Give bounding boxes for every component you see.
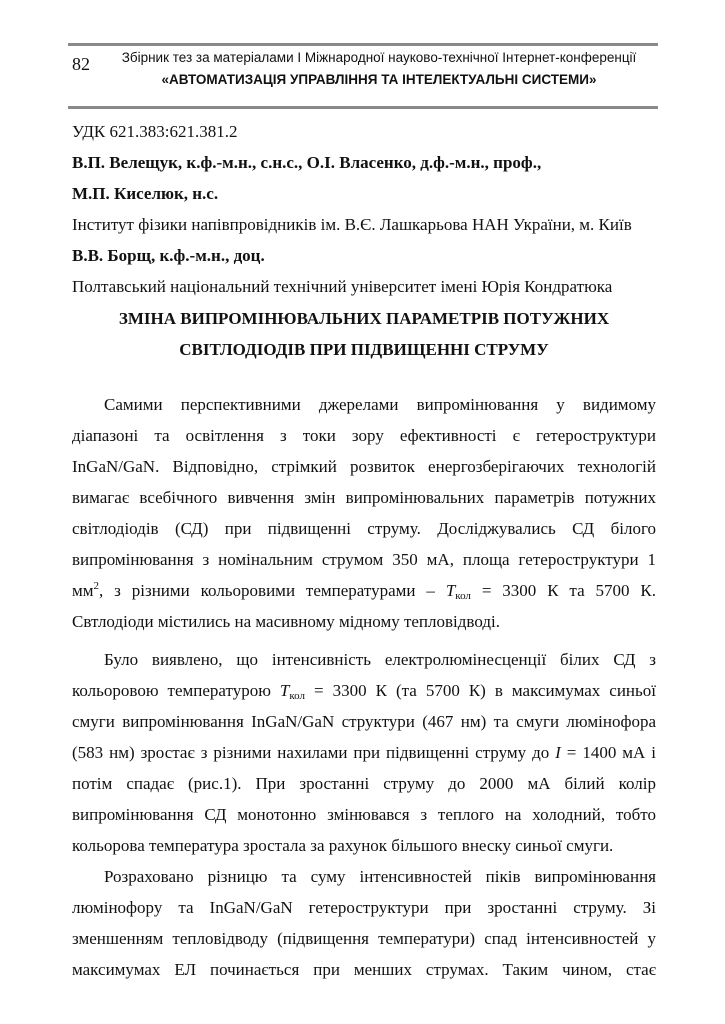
paragraph-2-line (72, 836, 656, 856)
title-line-1: ЗМІНА ВИПРОМІНЮВАЛЬНИХ ПАРАМЕТРІВ ПОТУЖНИХ (118, 309, 610, 328)
paragraph-2-line (72, 743, 656, 763)
text-segment: максимумах ЕЛ починається при менших струмах. Таким чином, стає (72, 960, 656, 979)
paragraph-2-line (72, 681, 656, 701)
paragraph-1-line (72, 581, 656, 601)
paragraph-2-line (72, 805, 656, 825)
paragraph-2-line (72, 712, 656, 732)
paragraph-1-line (72, 550, 656, 570)
text-segment: Самими перспективними джерелами випромінювання у видимому (104, 395, 656, 414)
text-segment: мм (72, 581, 94, 600)
udk: УДК 621.383:621.381.2 (72, 122, 238, 141)
text-segment: Розраховано різницю та суму інтенсивностей піків випромінювання (104, 867, 656, 886)
text-segment: = 3300 К (та 5700 К) в максимумах синьої (305, 681, 656, 700)
text-segment: люмінофору та InGaN/GaN гетероструктури при зростанні струму. Зі (72, 898, 656, 917)
paragraph-2-line (72, 774, 656, 794)
text-segment: випромінювання з номінальним струмом 350 мА, площа гетероструктури 1 (72, 550, 656, 569)
paragraph-2-line (104, 650, 656, 670)
text-segment: кольорова температура зростала за рахунок більшого внеску синьої смуги. (72, 836, 614, 855)
header-line-2: «АВТОМАТИЗАЦІЯ УПРАВЛІННЯ ТА ІНТЕЛЕКТУАЛЬНІ СИСТЕМИ» (161, 72, 597, 87)
text-segment: 2 (93, 580, 100, 592)
authors-line-1: В.П. Велещук, к.ф.-м.н., с.н.с., О.І. Власенко, д.ф.-м.н., проф., (72, 153, 542, 172)
paragraph-3-line (104, 867, 656, 887)
page-number: 82 (72, 54, 90, 74)
paragraph-1-line (72, 426, 656, 446)
text-segment: T (279, 681, 290, 700)
header-bottom-rule (68, 106, 658, 109)
authors-line-3: В.В. Борщ, к.ф.-м.н., доц. (72, 246, 265, 265)
header-line-1: Збірник тез за матеріалами І Міжнародної науково-технічної Інтернет-конференції (121, 50, 637, 65)
affiliation-1: Інститут фізики напівпровідників ім. В.Є. Лашкарьова НАН України, м. Київ (72, 215, 632, 234)
affiliation-2: Полтавський національний технічний університет імені Юрія Кондратюка (72, 277, 613, 296)
text-segment: Свтлодіоди містились на масивному мідному тепловідводі. (72, 612, 500, 631)
text-segment: випромінювання СД монотонно змінювався з теплого на холодний, тобто (72, 805, 656, 824)
text-segment: потім спадає (рис.1). При зростанні струму до 2000 мА білий колір (72, 774, 656, 793)
paragraph-1-line (72, 519, 656, 539)
text-segment: вимагає всебічного вивчення змін випромінювальних параметрів потужних (72, 488, 656, 507)
text-segment: кольоровою температурою (72, 681, 280, 700)
text-segment: діапазоні та освітлення з токи зору ефективності є гетероструктури (72, 426, 656, 445)
text-segment: , з різними кольоровими температурами – (99, 581, 446, 600)
text-segment: світлодіодів (СД) при підвищенні струму. Досліджувались СД білого (72, 519, 656, 538)
text-segment: = 1400 мА і (560, 743, 656, 762)
text-segment: = 3300 К та 5700 К. (470, 581, 656, 600)
text-segment: (583 нм) зростає з різними нахилами при підвищенні струму до (72, 743, 556, 762)
text-segment: T (445, 581, 456, 600)
paragraph-1-line (104, 395, 656, 415)
paragraph-1-line (72, 457, 656, 477)
header-top-rule (68, 43, 658, 46)
text-segment: смуги випромінювання InGaN/GaN структури (467 нм) та смуги люмінофора (72, 712, 656, 731)
authors-line-2: М.П. Киселюк, н.с. (72, 184, 219, 203)
paragraph-3-line (72, 929, 656, 949)
text-segment: I (555, 743, 561, 762)
paragraph-3-line (72, 898, 656, 918)
paragraph-1-line (72, 612, 656, 632)
text-segment: кол (455, 590, 471, 602)
text-segment: кол (289, 690, 306, 702)
paragraph-3-line (72, 960, 656, 980)
paragraph-1-line (72, 488, 656, 508)
text-segment: зменшенням тепловідводу (підвищення температури) спад інтенсивностей у (72, 929, 656, 948)
text-segment: Було виявлено, що інтенсивність електролюмінесценції білих СД з (104, 650, 656, 669)
title-line-2: СВІТЛОДІОДІВ ПРИ ПІДВИЩЕННІ СТРУМУ (179, 340, 549, 359)
text-segment: InGaN/GaN. Відповідно, стрімкий розвиток енергозберігаючих технологій (72, 457, 656, 476)
